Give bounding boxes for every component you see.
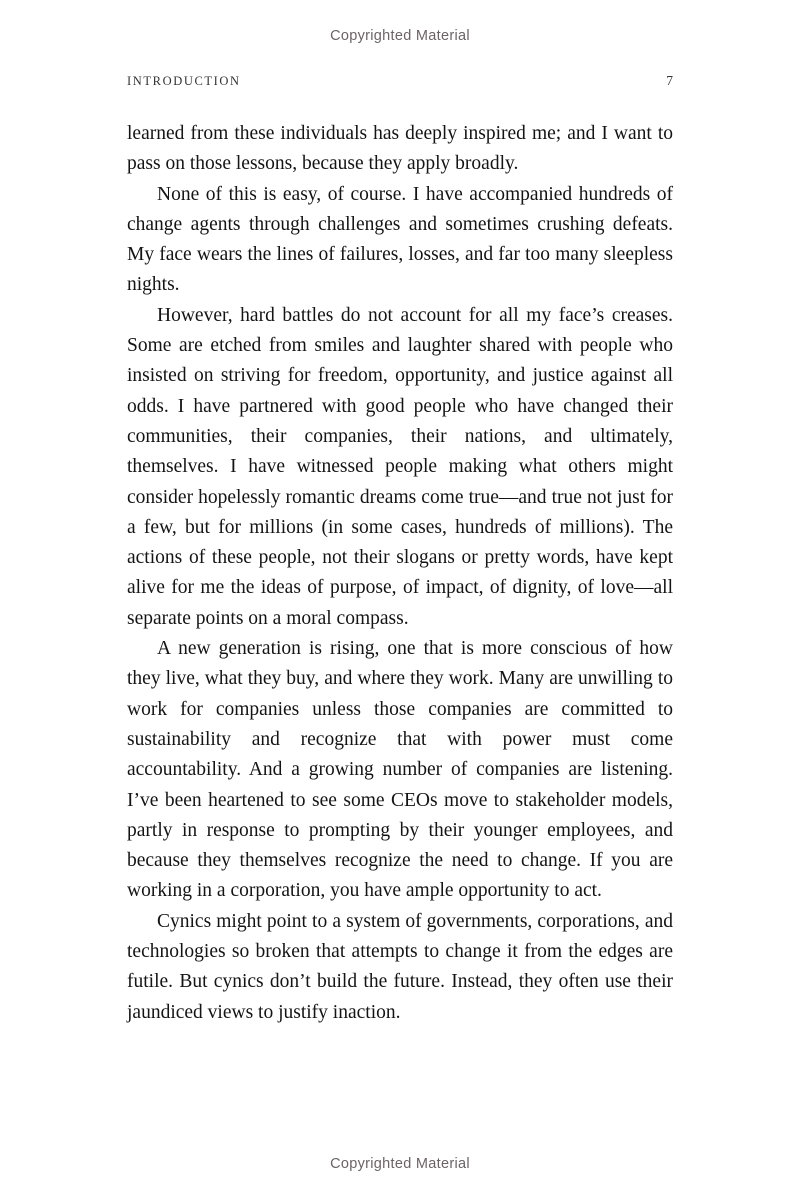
paragraph-continuation: learned from these individuals has deeply inspired me; and I want to pass on those lessons, because they apply broadly. [127,123,673,175]
running-head: INTRODUCTION [127,74,241,88]
paragraph: Cynics might point to a system of governments, corporations, and technologies so broken that attempts to change it from the edges are futile. But cynics don’t build the future. Instead, they often use their jaundiced views to justify inaction. [127,910,673,1023]
paragraph: A new generation is rising, one that is more conscious of how they live, what they buy, and where they work. Many are unwilling to work for companies unless those companies are committed to sustainability and recognize that with power must come accountability. And a growing number of companies are listening. I’ve been heartened to see some CEOs move to stakeholder models, partly in response to prompting by their younger employees, and because they themselves recognize the need to change. If you are working in a corporation, you have ample opportunity to act. [127,638,673,902]
page-header [127,73,673,89]
paragraph: None of this is easy, of course. I have accompanied hundreds of change agents through challenges and sometimes crushing defeats. My face wears the lines of failures, losses, and far too many sleepless nights. [127,183,673,296]
paragraph: However, hard battles do not account for all my face’s creases. Some are etched from smiles and laughter shared with people who insisted on striving for freedom, opportunity, and justice against all odds. I have partnered with good people who have changed their communities, their companies, their nations, and ultimately, themselves. I have witnessed people making what others might consider hopelessly romantic dreams come true—and true not just for a few, but for millions (in some cases, hundreds of millions). The actions of these people, not their slogans or pretty words, have kept alive for me the ideas of purpose, of impact, of dignity, of love—all separate points on a moral compass. [127,304,673,629]
copyright-notice-bottom: Copyrighted Material [330,1156,470,1172]
page-number: 7 [666,73,673,88]
copyright-notice-top: Copyrighted Material [330,28,470,44]
body-text [127,119,673,1028]
